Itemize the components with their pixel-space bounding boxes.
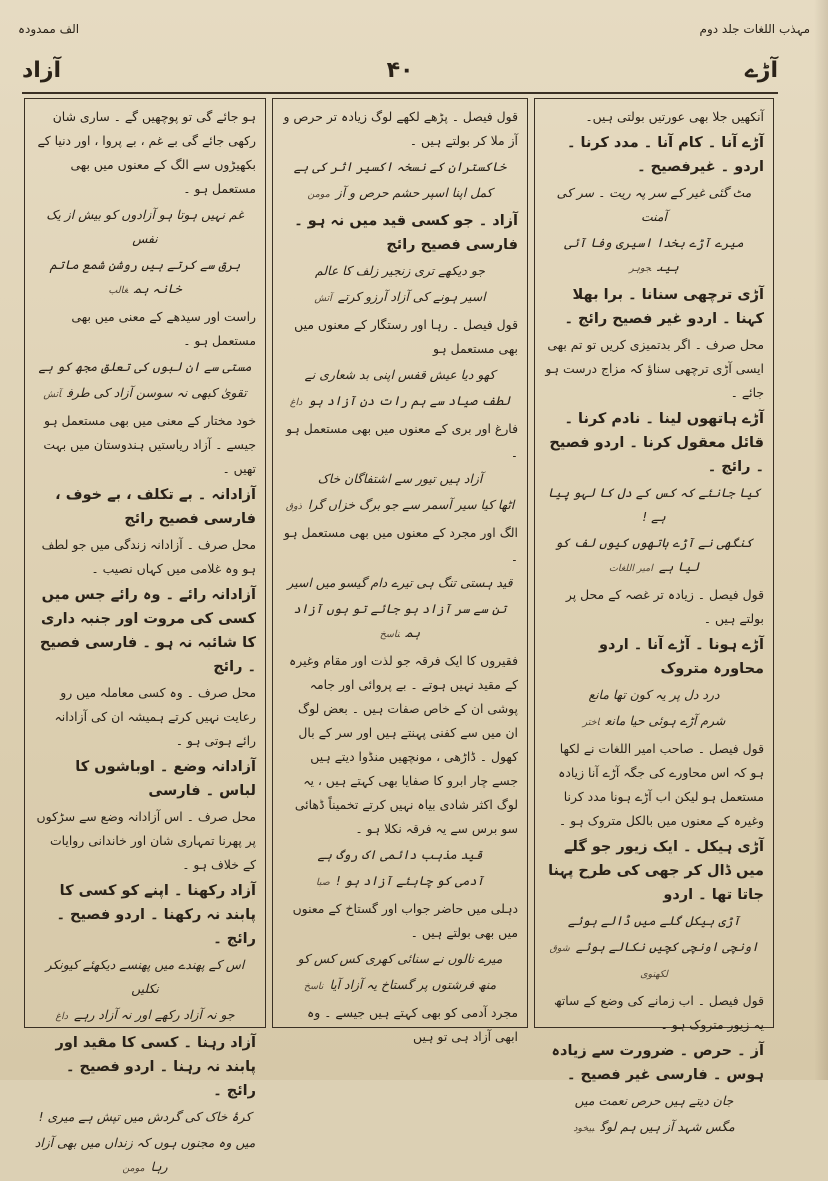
verse-text: غم نہیں ہوتا ہو آزادوں کو بیش از یک نفس xyxy=(46,207,244,246)
headword-text: آزاد رکھنا ۔ اپنے کو کسی کا پابند نہ رکھنا ۔ اردو فصیح ۔ رائج ۔ xyxy=(56,883,256,947)
headword-text: آڑی ہیکل ۔ ایک زیور جو گلے میں ڈال کر جھی کی طرح پہنا جاتا تھا ۔ اردو xyxy=(548,839,764,903)
verse-line xyxy=(282,571,518,595)
verse-text: اونچی اونچی کچیں نکالے ہوئے xyxy=(575,939,759,954)
page-edge-shadow xyxy=(814,0,828,1080)
verse-text: کیا جانئے کہ کس کے دل کا لہو پیا ہے ! xyxy=(547,485,761,524)
prose-text: قول فیصل ۔ صاحب امیر اللغات نے لکھا ہو کہ اس محاورے کی جگہ آڑے آنا زیادہ مستعمل ہو لیکن اب آڑے ہونا مدد کرنا وغیرہ کے معنوں میں بالکل متروک ہو ۔ xyxy=(558,741,764,828)
headword-entry xyxy=(282,209,518,257)
headword-entry xyxy=(544,407,764,479)
poet-name: شوق لکھنوی xyxy=(549,943,668,980)
headword-text: آڑے ہاتھوں لینا ۔ نادم کرنا ۔ قائل معقول کرنا ۔ اردو فصیح ۔ رائج ۔ xyxy=(549,411,764,475)
headword-entry xyxy=(34,483,256,531)
verse-line xyxy=(282,467,518,491)
verse-line xyxy=(282,363,518,387)
poet-name: جوہر xyxy=(629,263,652,274)
verse-text: مستی سے ان لبوں کی تعلق مجھ کو ہے xyxy=(38,359,252,374)
headword-text: آزاد ۔ جو کسی قید میں نہ ہو ۔ فارسی فصیح رائج xyxy=(294,213,518,253)
book-title: مہذب اللغات جلد دوم xyxy=(699,22,810,36)
prose-text: محل صرف ۔ آزادانہ زندگی میں جو لطف ہو وہ غلامی میں کہاں نصیب ۔ xyxy=(41,537,256,576)
verse-text: تن سے سر آزاد ہو جائے تو ہوں آزاد ہم xyxy=(293,601,507,640)
verse-text: اسیر ہونے کی آزاد آرزو کرتے xyxy=(337,289,486,304)
headword-entry xyxy=(544,283,764,331)
poet-name: مومن xyxy=(307,189,330,200)
headword-text: آزادانہ رائے ۔ وہ رائے جس میں کسی کی مروت اور جنبہ داری کا شائبہ نہ ہو ۔ فارسی فصیح ۔ رائج xyxy=(39,587,256,675)
prose-text: فقیروں کا ایک فرقہ جو لذت اور مقام وغیرہ کے مقید نہیں ہوتے ۔ بے پروائی اور جامہ پوشی ان کے خاص صفات ہیں ۔ بعض لوگ ان میں سے کفنی پہنتے ہیں اور سر کے بال کھول ۔ ڈاڑھی ، مونچھیں منڈوا دیتے ہیں جسے چار ابرو کا صفایا بھی کہتے ہیں ، یہ لوگ اکثر شادی بیاہ نہیں کرتے تخمیناً ڈھائی سو برس سے یہ فرقہ نکلا ہو ۔ xyxy=(288,653,518,836)
verse-line xyxy=(282,973,518,999)
prose-text: قول فیصل ۔ اب زمانے کی وضع کے ساتھ یہ زیور متروک ہو ۔ xyxy=(553,993,764,1032)
verse-line xyxy=(34,953,256,1001)
last-headword: آزاد xyxy=(22,58,62,83)
poet-name: ناسخ xyxy=(379,629,400,640)
verse-line xyxy=(282,155,518,179)
verse-line xyxy=(34,1003,256,1029)
verse-text: آدمی کو چاہئے آزاد ہو ! xyxy=(335,873,484,888)
definition-text xyxy=(34,305,256,353)
verse-text: کھو دیا عیش قفس اپنی بد شعاری نے xyxy=(304,367,496,382)
definition-text xyxy=(34,533,256,581)
prose-text: آنکھیں جلا بھی عورتیں بولتی ہیں۔ xyxy=(585,109,764,124)
verse-line xyxy=(282,181,518,207)
definition-text xyxy=(544,105,764,129)
verse-text: منھ فرشتوں پر گستاخ یہ آزاد آیا xyxy=(329,977,497,992)
prose-text: قول فیصل ۔ رہا اور رستگار کے معنوں میں بھی مستعمل ہو xyxy=(294,317,518,356)
verse-line xyxy=(34,355,256,379)
verse-text: جو دیکھے تری زنجیر زلف کا عالم xyxy=(315,263,485,278)
verse-text: تقویٰ کبھی نہ سوسن آزاد کی طرف xyxy=(66,385,247,400)
verse-line xyxy=(544,181,764,229)
prose-text: مجرد آدمی کو بھی کہتے ہیں جیسے ۔ وہ ابھی آزاد ہی تو ہیں xyxy=(306,1005,518,1044)
verse-line xyxy=(544,531,764,581)
column-right xyxy=(534,98,774,1134)
verse-text: اٹھا کیا سیر آسمر سے جو برگ خزاں گرا xyxy=(307,497,515,512)
definition-text xyxy=(282,1001,518,1049)
column-left xyxy=(24,98,266,1174)
headword-entry xyxy=(34,1031,256,1103)
verse-line xyxy=(34,381,256,407)
verse-text: خاکستران کے نسخہ اکسیر اثر کی ہے xyxy=(293,159,507,174)
verse-line xyxy=(544,683,764,707)
definition-text xyxy=(34,681,256,753)
definition-text xyxy=(282,521,518,569)
poet-name: اختر xyxy=(582,717,600,728)
verse-line xyxy=(282,869,518,895)
verse-text: کرۂ خاک کی گردش میں تپش ہے میری ! xyxy=(38,1109,252,1124)
verse-line xyxy=(282,597,518,647)
verse-line xyxy=(544,481,764,529)
prose-text: دہلی میں حاضر جواب اور گستاخ کے معنوں میں بھی بولتے ہیں ۔ xyxy=(292,901,518,940)
verse-line xyxy=(544,1089,764,1113)
prose-text: محل صرف ۔ اگر بدتمیزی کریں تو تم بھی ایسی آڑی ترچھی سناؤ کہ مزاج درست ہو جائے ۔ xyxy=(545,337,764,400)
verse-line xyxy=(544,935,764,987)
headword-entry xyxy=(544,633,764,681)
headword-entry xyxy=(544,835,764,907)
verse-text: کنگھی نے آڑے ہاتھوں کیوں لف کو لیا ہے xyxy=(555,535,753,574)
verse-line xyxy=(282,259,518,283)
poet-name: داغ xyxy=(55,1011,68,1022)
verse-text: قید مذہب دائمی اک روگ ہے xyxy=(317,847,483,862)
definition-text xyxy=(282,417,518,465)
verse-text: مٹ گئی غیر کے سر پہ ریت ۔ سر کی آمنت xyxy=(556,185,752,224)
verse-text: مگس شہد آز ہیں ہم لوگ xyxy=(600,1119,735,1134)
verse-text: شرم آڑے ہوئی حیا مانع xyxy=(605,713,726,728)
definition-text xyxy=(34,805,256,877)
headword-entry xyxy=(544,131,764,179)
prose-text: ہو جائے گی تو پوچھیں گے ۔ ساری شان رکھی جائے گی بے غم ، بے پروا ، اور دنیا کے بکھیڑوں سے الگ کے معنوں میں بھی مستعمل ہو ۔ xyxy=(37,109,256,196)
prose-text: راست اور سیدھے کے معنی میں بھی مستعمل ہو ۔ xyxy=(71,309,256,348)
page-header xyxy=(22,58,778,94)
definition-text xyxy=(34,409,256,481)
verse-line xyxy=(34,1131,256,1181)
verse-line xyxy=(282,389,518,415)
definition-text xyxy=(544,583,764,631)
headword-text: آڑے ہونا ۔ آڑے آنا ۔ اردو محاورہ متروک xyxy=(598,637,764,677)
definition-text xyxy=(34,105,256,201)
verse-line xyxy=(282,285,518,311)
prose-text: قول فیصل ۔ پڑھے لکھے لوگ زیادہ تر حرص و آز ملا کر بولتے ہیں ۔ xyxy=(283,109,518,148)
verse-text: میرے آڑے بخدا اسیری وفا آئی ہیں xyxy=(564,235,744,274)
verse-line xyxy=(282,947,518,971)
headword-text: آڑی ترچھی سنانا ۔ برا بھلا کہنا ۔ اردو غیر فصیح رائج ۔ xyxy=(564,287,764,327)
verse-line xyxy=(34,203,256,251)
verse-text: برق سے کرتے ہیں روشن شمع ماتم خانہ ہم xyxy=(49,257,241,296)
verse-line xyxy=(282,493,518,519)
prose-text: محل صرف ۔ وہ کسی معاملہ میں رو رعایت نہیں کرتے ہمیشہ ان کی آزادانہ رائے ہوتی ہو ۔ xyxy=(54,685,256,748)
poet-name: داغ xyxy=(289,397,303,408)
poet-name: امیر اللغات xyxy=(608,563,653,574)
poet-name: غالب xyxy=(108,285,129,296)
headword-entry xyxy=(34,583,256,679)
verse-text: درد دل پر یہ کون تھا مانع xyxy=(588,687,720,702)
verse-line xyxy=(544,231,764,281)
verse-text: جو نہ آزاد رکھے اور نہ آزاد رہے xyxy=(73,1007,235,1022)
definition-text xyxy=(544,333,764,405)
first-headword: آڑے xyxy=(744,58,778,83)
verse-text: لطف صیاد سے ہم رات دن آزاد ہو xyxy=(308,393,511,408)
verse-text: میرے نالوں نے سنائی کھری کس کس کو xyxy=(297,951,503,966)
verse-text: آڑی ہیکل گلے میں ڈالے ہوئے xyxy=(567,913,741,928)
verse-text: اس کے پھندے میں پھنسے دیکھئے کیونکر نکلیں xyxy=(45,957,245,996)
verse-line xyxy=(34,1105,256,1129)
poet-name: مومن xyxy=(122,1163,145,1174)
definition-text xyxy=(544,737,764,833)
prose-text: خود مختار کے معنی میں بھی مستعمل ہو جیسے ۔ آزاد ریاستیں ہندوستان میں بہت تھیں ۔ xyxy=(43,413,256,476)
page-number: ۴۰ xyxy=(386,58,414,83)
prose-text: فارغ اور بری کے معنوں میں بھی مستعمل ہو ۔ xyxy=(286,421,518,460)
running-header xyxy=(18,22,810,40)
prose-text: قول فیصل ۔ زیادہ تر غصہ کے محل پر بولتے ہیں ۔ xyxy=(565,587,764,626)
verse-line xyxy=(544,1115,764,1141)
verse-line xyxy=(544,709,764,735)
poet-name: ناسخ xyxy=(303,981,324,992)
verse-line xyxy=(282,843,518,867)
verse-line xyxy=(544,909,764,933)
poet-name: ذوق xyxy=(285,501,302,512)
poet-name: آتش xyxy=(314,293,332,304)
poet-name: صبا xyxy=(316,877,330,888)
headword-entry xyxy=(34,879,256,951)
verse-text: قید ہستی تنگ ہی تیرے دام گیسو میں اسیر xyxy=(287,575,513,590)
prose-text: محل صرف ۔ اس آزادانہ وضع سے سڑکوں پر پھرنا تمہاری شان اور خاندانی روایات کے خلاف ہو ۔ xyxy=(36,809,256,872)
prose-text: الگ اور مجرد کے معنوں میں بھی مستعمل ہو ۔ xyxy=(283,525,518,564)
headword-text: آزادانہ ۔ بے تکلف ، بے خوف ، فارسی فصیح رائج xyxy=(55,487,256,527)
verse-text: جان دیتے ہیں حرص نعمت میں xyxy=(574,1093,734,1108)
verse-text: میں وہ مجنوں ہوں کہ زنداں میں بھی آزاد رہا xyxy=(34,1135,256,1174)
definition-text xyxy=(282,649,518,841)
headword-text: آڑے آنا ۔ کام آنا ۔ مدد کرنا ۔ اردو ۔ غیرفصیح ۔ xyxy=(566,135,764,175)
headword-entry xyxy=(34,755,256,803)
definition-text xyxy=(282,897,518,945)
poet-name: آتش xyxy=(43,389,61,400)
headword-text: آز ۔ حرص ۔ ضرورت سے زیادہ ہوس ۔ فارسی غیر فصیح ۔ xyxy=(551,1043,764,1083)
poet-name: بیخود xyxy=(573,1123,595,1134)
headword-text: آزاد رہنا ۔ کسی کا مقید اور پابند نہ رہنا ۔ اردو فصیح ۔ رائج ۔ xyxy=(55,1035,256,1099)
definition-text xyxy=(544,989,764,1037)
letter-section: الف ممدودہ xyxy=(18,22,80,36)
headword-entry xyxy=(544,1039,764,1087)
definition-text xyxy=(282,105,518,153)
verse-line xyxy=(34,253,256,303)
verse-text: آزاد ہیں تیور سے اشتفاگان خاک xyxy=(317,471,483,486)
definition-text xyxy=(282,313,518,361)
headword-text: آزادانہ وضع ۔ اوباشوں کا لباس ۔ فارسی xyxy=(75,759,256,799)
column-middle xyxy=(272,98,528,1044)
verse-text: کمل اپنا اسپر حشم حرص و آز xyxy=(335,185,493,200)
